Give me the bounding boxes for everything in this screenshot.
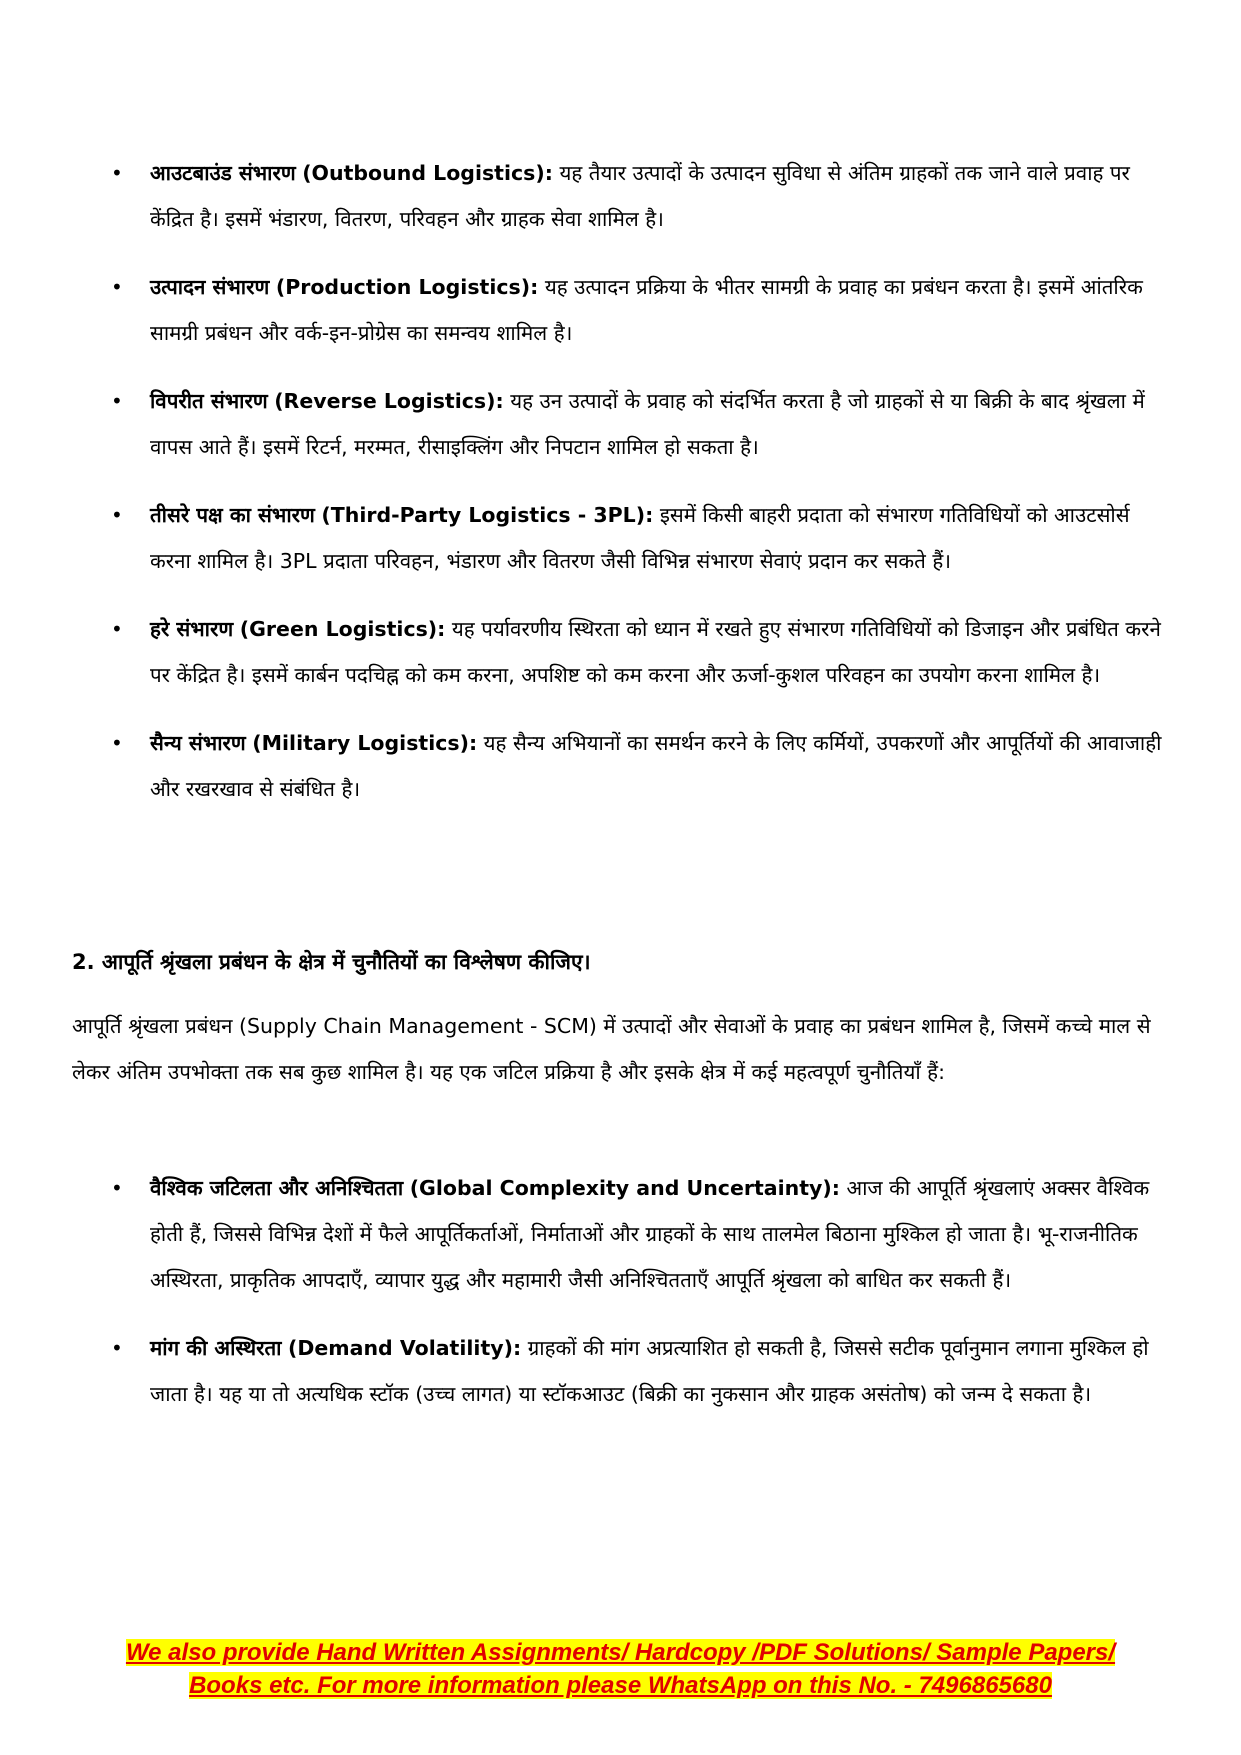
item-text: आज की आपूर्ति श्रृंखलाएं अक्सर वैश्विक होती हैं, जिससे विभिन्न देशों में फैले आपूर्तिकर्ताओं, निर्माताओं और ग्राहकों के साथ तालमेल बिठाना मुश्किल हो जाता है। भू-राजनीतिक अस्थिरता, प्राकृतिक आपदाएँ, व्यापार युद्ध और महामारी जैसी अनिश्चितताएँ आपूर्ति श्रृंखला को बाधित कर सकती हैं। [150, 1176, 1150, 1292]
list-item [105, 492, 1175, 584]
challenges-list [105, 1165, 1175, 1439]
bullet-icon: • [111, 617, 123, 641]
item-term: मांग की अस्थिरता [150, 1336, 282, 1360]
list-item [105, 1165, 1175, 1303]
item-term: तीसरे पक्ष का संभारण [150, 503, 315, 527]
bullet-icon: • [111, 161, 123, 185]
item-text: यह उन उत्पादों के प्रवाह को संदर्भित करता है जो ग्राहकों से या बिक्री के बाद श्रृंखला में वापस आते हैं। इसमें रिटर्न, मरम्मत, रीसाइक्लिंग और निपटान शामिल हो सकता है। [150, 389, 1145, 459]
list-item [105, 1325, 1175, 1417]
bullet-icon: • [111, 275, 123, 299]
footer-promo [60, 1636, 1181, 1702]
item-english-term: (Production Logistics): [275, 275, 539, 299]
bullet-icon: • [111, 503, 123, 527]
item-text: यह तैयार उत्पादों के उत्पादन सुविधा से अंतिम ग्राहकों तक जाने वाले प्रवाह पर केंद्रित है। इसमें भंडारण, वितरण, परिवहन और ग्राहक सेवा शामिल है। [150, 161, 1130, 231]
list-item [105, 720, 1175, 812]
item-english-term: (Military Logistics): [252, 731, 478, 755]
list-item [105, 150, 1175, 242]
item-english-term: (Outbound Logistics): [302, 161, 553, 185]
item-english-term: (Third-Party Logistics - 3PL): [321, 503, 654, 527]
item-english-term: (Reverse Logistics): [274, 389, 504, 413]
item-text: यह उत्पादन प्रक्रिया के भीतर सामग्री के प्रवाह का प्रबंधन करता है। इसमें आंतरिक सामग्री प्रबंधन और वर्क-इन-प्रोग्रेस का समन्वय शामिल है। [150, 275, 1143, 345]
footer-line-1: We also provide Hand Written Assignments/ Hardcopy /PDF Solutions/ Sample Papers/ [125, 1639, 1116, 1666]
logistics-types-list [105, 150, 1175, 834]
item-english-term: (Global Complexity and Uncertainty): [409, 1176, 840, 1200]
item-term: विपरीत संभारण [150, 389, 268, 413]
item-term: वैश्विक जटिलता और अनिश्चितता [150, 1176, 404, 1200]
list-item [105, 378, 1175, 470]
list-item [105, 264, 1175, 356]
question-heading: 2. आपूर्ति श्रृंखला प्रबंधन के क्षेत्र में चुनौतियों का विश्लेषण कीजिए। [72, 950, 591, 974]
item-text: यह सैन्य अभियानों का समर्थन करने के लिए कर्मियों, उपकरणों और आपूर्तियों की आवाजाही और रखरखाव से संबंधित है। [150, 731, 1162, 801]
item-term: उत्पादन संभारण [150, 275, 270, 299]
bullet-icon: • [111, 1176, 123, 1200]
bullet-icon: • [111, 389, 123, 413]
item-text: यह पर्यावरणीय स्थिरता को ध्यान में रखते हुए संभारण गतिविधियों को डिजाइन और प्रबंधित करने पर केंद्रित है। इसमें कार्बन पदचिह्न को कम करना, अपशिष्ट को कम करना और ऊर्जा-कुशल परिवहन का उपयोग करना शामिल है। [150, 617, 1161, 687]
bullet-icon: • [111, 1336, 123, 1360]
intro-paragraph: आपूर्ति श्रृंखला प्रबंधन (Supply Chain Management - SCM) में उत्पादों और सेवाओं के प्रवाह का प्रबंधन शामिल है, जिसमें कच्चे माल से लेकर अंतिम उपभोक्ता तक सब कुछ शामिल है। यह एक जटिल प्रक्रिया है और इसके क्षेत्र में कई महत्वपूर्ण चुनौतियाँ हैं: [72, 1014, 1151, 1084]
list-item [105, 606, 1175, 698]
item-english-term: (Green Logistics): [239, 617, 446, 641]
item-text: इसमें किसी बाहरी प्रदाता को संभारण गतिविधियों को आउटसोर्स करना शामिल है। 3PL प्रदाता परिवहन, भंडारण और वितरण जैसी विभिन्न संभारण सेवाएं प्रदान कर सकते हैं। [150, 503, 1130, 573]
bullet-icon: • [111, 731, 123, 755]
item-english-term: (Demand Volatility): [287, 1336, 522, 1360]
item-term: सैन्य संभारण [150, 731, 246, 755]
item-term: हरे संभारण [150, 617, 234, 641]
item-text: ग्राहकों की मांग अप्रत्याशित हो सकती है, जिससे सटीक पूर्वानुमान लगाना मुश्किल हो जाता है। यह या तो अत्यधिक स्टॉक (उच्च लागत) या स्टॉकआउट (बिक्री का नुकसान और ग्राहक असंतोष) को जन्म दे सकता है। [150, 1336, 1149, 1406]
footer-line-2: Books etc. For more information please WhatsApp on this No. - 7496865680 [189, 1672, 1052, 1699]
item-term: आउटबाउंड संभारण [150, 161, 296, 185]
